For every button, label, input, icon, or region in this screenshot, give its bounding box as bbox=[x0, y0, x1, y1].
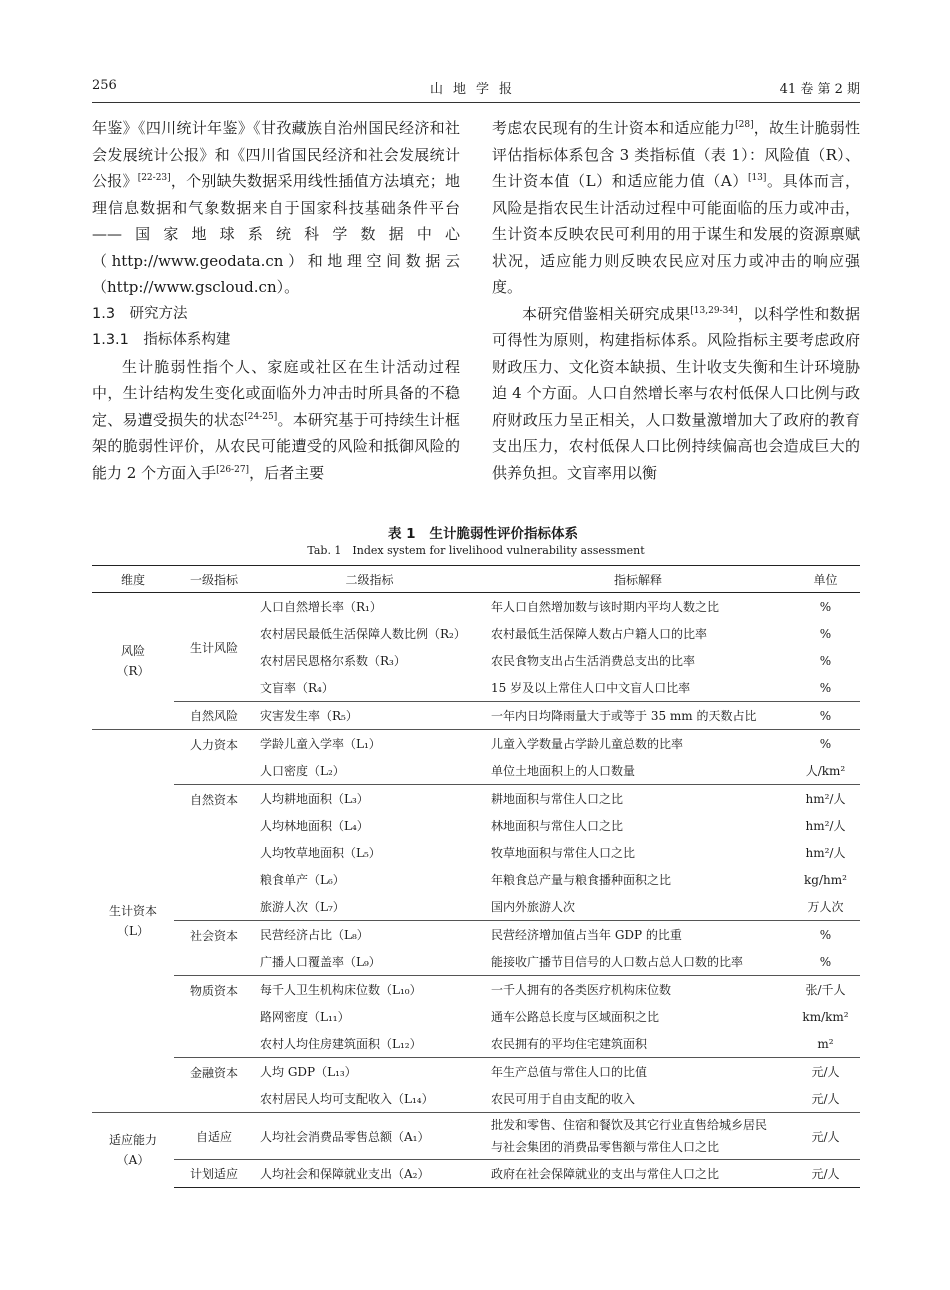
level2-indicator-cell: 文盲率（R₄） bbox=[260, 681, 334, 695]
level1-cell: 社会资本 bbox=[174, 921, 254, 976]
header-level1: 一级指标 bbox=[174, 566, 254, 593]
level2-indicator-cell: 人均林地面积（L₄） bbox=[260, 819, 369, 833]
explanation-cell: 15 岁及以上常住人口中文盲人口比率 bbox=[491, 681, 691, 695]
level1-cell: 物质资本 bbox=[174, 976, 254, 1058]
table-row bbox=[92, 921, 860, 949]
explanation-cell: 年人口自然增加数与该时期内平均人数之比 bbox=[491, 600, 720, 614]
table-row bbox=[92, 702, 860, 730]
explanation-cell: 农民拥有的平均住宅建筑面积 bbox=[491, 1037, 648, 1051]
unit-cell: 元/人 bbox=[791, 1113, 860, 1160]
citation: [24-25] bbox=[244, 411, 278, 422]
explanation-cell: 能接收广播节目信号的人口数占总人口数的比率 bbox=[491, 955, 744, 969]
level2-indicator-cell: 灾害发生率（R₅） bbox=[254, 702, 485, 730]
level1-cell: 自适应 bbox=[174, 1113, 254, 1160]
level2-indicator-cell: 人口密度（L₂） bbox=[260, 764, 345, 778]
right-column bbox=[492, 115, 860, 486]
table-row bbox=[92, 1113, 860, 1160]
header-dimension: 维度 bbox=[92, 566, 174, 593]
left-paragraph-1: 年鉴》《四川统计年鉴》《甘孜藏族自治州国民经济和社会发展统计公报》和《四川省国民经济和社会发展统计公报》[22-23]，个别缺失数据采用线性插值方法填充；地理信息数据和气象数据来自于国家科技基础条件平台——国家地球系统科学数据中心（http://www.geodata.cn）和地理空间数据云（http://www.gscloud.cn）。 bbox=[92, 119, 460, 296]
level2-indicator-cell: 学龄儿童入学率（L₁） bbox=[254, 730, 485, 758]
explanation-cell: 民营经济增加值占当年 GDP 的比重 bbox=[485, 921, 791, 949]
explanation-cell: 通车公路总长度与区域面积之比 bbox=[491, 1010, 660, 1024]
citation: [28] bbox=[735, 120, 754, 130]
level1-cell: 自然资本 bbox=[174, 785, 254, 921]
unit-cell: 元/人 bbox=[791, 1160, 860, 1188]
unit-cell: 人/km² bbox=[805, 764, 846, 778]
level2-indicator-cell: 人均 GDP（L₁₃） bbox=[254, 1058, 485, 1086]
level2-indicator-cell: 粮食单产（L₆） bbox=[260, 873, 345, 887]
level1-cell: 金融资本 bbox=[174, 1058, 254, 1113]
explanation-cell: 单位土地面积上的人口数量 bbox=[491, 764, 636, 778]
explanation-cell: 农民可用于自由支配的收入 bbox=[491, 1092, 636, 1106]
explanation-cell: 国内外旅游人次 bbox=[491, 900, 576, 914]
page-header bbox=[92, 78, 860, 98]
unit-cell: % bbox=[819, 599, 832, 614]
citation: [26-27] bbox=[216, 464, 250, 475]
explanation-cell: 农民食物支出占生活消费总支出的比率 bbox=[491, 654, 696, 668]
explanation-cell: 政府在社会保障就业的支出与常住人口之比 bbox=[485, 1160, 791, 1188]
level2-indicator-cell: 每千人卫生机构床位数（L₁₀） bbox=[254, 976, 485, 1004]
level2-indicator-cell: 广播人口覆盖率（L₉） bbox=[260, 955, 381, 969]
level1-cell: 计划适应 bbox=[174, 1160, 254, 1188]
right-paragraph-1: 考虑农民现有的生计资本和适应能力[28]，故生计脆弱性评估指标体系包含 3 类指标值（表 1）：风险值（R）、生计资本值（L）和适应能力值（A）[13]。具体而言，风险是指农民生计活动过程中可能面临的压力或冲击，生计资本反映农民可利用的用于谋生和发展的资源禀赋状况，适应能力则反映农民应对压力或冲击的响应强度。 bbox=[492, 119, 860, 296]
unit-cell: 元/人 bbox=[811, 1092, 840, 1106]
unit-cell: km/km² bbox=[802, 1009, 849, 1024]
unit-cell: % bbox=[791, 921, 860, 949]
unit-cell: m² bbox=[817, 1036, 834, 1051]
unit-cell: % bbox=[791, 730, 860, 758]
left-paragraph-2: 生计脆弱性指个人、家庭或社区在生计活动过程中，生计结构发生变化或面临外力冲击时所具备的不稳定、易遭受损失的状态[24-25]。本研究基于可持续生计框架的脆弱性评价，从农民可能遭受的风险和抵御风险的能力 2 个方面入手[26-27]，后者主要 bbox=[92, 357, 460, 482]
explanation-cell: 一年内日均降雨量大于或等于 35 mm 的天数占比 bbox=[485, 702, 791, 730]
explanation-cell: 批发和零售、住宿和餐饮及其它行业直售给城乡居民 与社会集团的消费品零售额与常住人口之比 bbox=[485, 1113, 791, 1160]
level1-cell: 生计风险 bbox=[189, 640, 238, 655]
unit-cell: % bbox=[819, 626, 832, 641]
level2-indicator-cell: 农村居民人均可支配收入（L₁₄） bbox=[260, 1092, 434, 1106]
level2-indicator-cell: 人均社会消费品零售总额（A₁） bbox=[254, 1113, 485, 1160]
table-row bbox=[92, 976, 860, 1004]
unit-cell: 万人次 bbox=[807, 900, 844, 914]
section-heading: 1.3 研究方法 bbox=[92, 305, 188, 322]
explanation-cell: 年粮食总产量与粮食播种面积之比 bbox=[491, 873, 672, 887]
explanation-cell: 林地面积与常住人口之比 bbox=[491, 819, 624, 833]
journal-title: 山地学报 bbox=[429, 82, 522, 97]
level2-indicator-cell: 农村人均住房建筑面积（L₁₂） bbox=[260, 1037, 422, 1051]
citation: [13] bbox=[747, 173, 767, 183]
level2-indicator-cell: 人均牧草地面积（L₅） bbox=[260, 846, 381, 860]
volume-issue: 41 卷 第 2 期 bbox=[779, 82, 860, 97]
subsection-heading: 1.3.1 指标体系构建 bbox=[92, 332, 231, 348]
table-row bbox=[92, 730, 860, 758]
unit-cell: % bbox=[819, 680, 832, 695]
page-number: 256 bbox=[92, 78, 117, 93]
table-header-row bbox=[92, 566, 860, 593]
level2-indicator-cell: 农村居民恩格尔系数（R₃） bbox=[260, 654, 406, 668]
explanation-cell: 儿童入学数量占学龄儿童总数的比率 bbox=[485, 730, 791, 758]
dimension-adaptation: 适应能力 （A） bbox=[92, 1113, 174, 1188]
unit-cell: hm²/人 bbox=[791, 785, 860, 813]
explanation-cell: 牧草地面积与常住人口之比 bbox=[491, 846, 636, 860]
level2-indicator-cell: 民营经济占比（L₈） bbox=[254, 921, 485, 949]
unit-cell: hm²/人 bbox=[805, 846, 846, 860]
unit-cell: % bbox=[791, 702, 860, 730]
header-unit: 单位 bbox=[791, 566, 860, 593]
unit-cell: % bbox=[819, 653, 832, 668]
explanation-cell: 年生产总值与常住人口的比值 bbox=[485, 1058, 791, 1086]
right-paragraph-2: 本研究借鉴相关研究成果[13,29-34]，以科学性和数据可得性为原则，构建指标体系。风险指标主要考虑政府财政压力、文化资本缺损、生计收支失衡和生计环境胁迫 4 个方面。人口自然增长率与农村低保人口比例与政府财政压力呈正相关，人口数量激增加大了政府的教育支出压力，农村低保人口比例持续偏高也会造成巨大的供养负担。文盲率用以衡 bbox=[492, 304, 860, 482]
table-caption: 表 1 生计脆弱性评价指标体系 bbox=[387, 526, 579, 542]
unit-cell: % bbox=[819, 954, 832, 969]
left-column bbox=[92, 115, 460, 486]
citation: [13,29-34] bbox=[690, 305, 738, 316]
level2-indicator-cell: 农村居民最低生活保障人数比例（R₂） bbox=[260, 627, 466, 641]
level2-indicator-cell: 人口自然增长率（R₁） bbox=[260, 600, 382, 614]
unit-cell: 元/人 bbox=[791, 1058, 860, 1086]
unit-cell: 张/千人 bbox=[791, 976, 860, 1004]
table-caption-en: Tab. 1 Index system for livelihood vulnerability assessment bbox=[307, 544, 645, 557]
header-level2: 二级指标 bbox=[254, 566, 485, 593]
dimension-livelihood: 生计资本 （L） bbox=[92, 730, 174, 1113]
table-row bbox=[92, 1058, 860, 1086]
unit-cell: hm²/人 bbox=[805, 819, 846, 833]
level2-indicator-cell: 路网密度（L₁₁） bbox=[260, 1010, 350, 1024]
level2-indicator-cell: 人均耕地面积（L₃） bbox=[254, 785, 485, 813]
table-row bbox=[92, 785, 860, 813]
indicator-table bbox=[92, 565, 860, 1188]
explanation-cell: 农村最低生活保障人数占户籍人口的比率 bbox=[491, 627, 708, 641]
header-rule bbox=[92, 102, 860, 103]
level2-indicator-cell: 旅游人次（L₇） bbox=[260, 900, 345, 914]
citation: [22-23] bbox=[137, 173, 171, 183]
table-row bbox=[92, 1160, 860, 1188]
level1-cell: 人力资本 bbox=[174, 730, 254, 785]
level2-indicator-cell: 人均社会和保障就业支出（A₂） bbox=[254, 1160, 485, 1188]
explanation-cell: 一千人拥有的各类医疗机构床位数 bbox=[485, 976, 791, 1004]
dimension-risk: 风险 （R） bbox=[116, 644, 150, 678]
unit-cell: kg/hm² bbox=[804, 872, 847, 887]
table-row bbox=[92, 593, 860, 621]
header-explanation: 指标解释 bbox=[485, 566, 791, 593]
explanation-cell: 耕地面积与常住人口之比 bbox=[485, 785, 791, 813]
level1-cell: 自然风险 bbox=[174, 702, 254, 730]
